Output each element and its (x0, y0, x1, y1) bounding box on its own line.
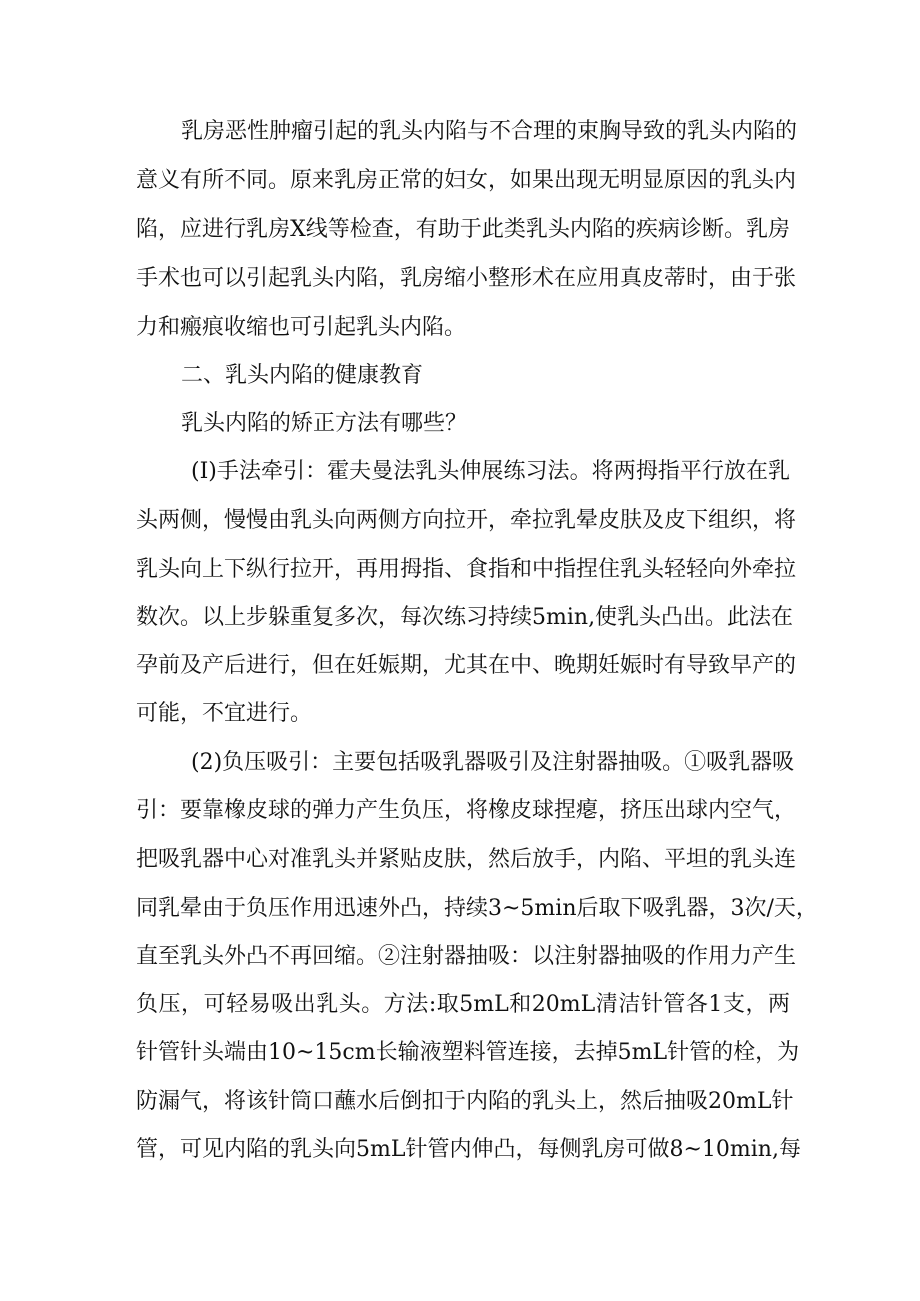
paragraph-2-line-5: 孕前及产后进行，但在妊娠期，尤其在中、晚期妊娠时有导致早产的 (136, 653, 797, 678)
paragraph-1-line-2: 意义有所不同。原来乳房正常的妇女，如果出现无明显原因的乳头内 (136, 168, 797, 193)
paragraph-2-line-6: 可能，不宜进行。 (136, 701, 313, 726)
paragraph-1-line-1: 乳房恶性肿瘤引起的乳头内陷与不合理的束胸导致的乳头内陷的 (181, 119, 798, 144)
paragraph-1-line-5: 力和瘢痕收缩也可引起乳头内陷。 (136, 315, 467, 340)
paragraph-1-line-3: 陷，应进行乳房X线等检查，有助于此类乳头内陷的疾病诊断。乳房 (136, 217, 790, 242)
paragraph-3-line-7: 针管针头端由10~15cm长输液塑料管连接，去掉5mL针管的栓，为 (136, 1040, 800, 1065)
paragraph-3-line-3: 把吸乳器中心对准乳头并紧贴皮肤，然后放手，内陷、平坦的乳头连 (136, 847, 797, 872)
paragraph-2-line-1: (I)手法牵引：霍夫曼法乳头伸展练习法。将两拇指平行放在乳 (191, 459, 790, 484)
paragraph-3-line-9: 管，可见内陷的乳头向5mL针管内伸凸，每侧乳房可做8~10min,每 (136, 1137, 801, 1162)
paragraph-3-line-5: 直至乳头外凸不再回缩。②注射器抽吸：以注射器抽吸的作用力产生 (136, 944, 797, 969)
paragraph-1-line-4: 手术也可以引起乳头内陷，乳房缩小整形术在应用真皮蒂时，由于张 (136, 266, 797, 291)
section-heading: 二、乳头内陷的健康教育 (181, 363, 424, 388)
question-heading: 乳头内陷的矫正方法有哪些？ (181, 411, 468, 436)
paragraph-3-line-2: 引：要靠橡皮球的弹力产生负压，将橡皮球捏瘪，挤压出球内空气， (136, 798, 797, 823)
paragraph-3-line-6: 负压，可轻易吸出乳头。方法:取5mL和20mL清洁针管各1支，两 (136, 992, 790, 1017)
paragraph-2-line-4: 数次。以上步躲重复多次，每次练习持续5min,使乳头凸出。此法在 (136, 605, 794, 630)
paragraph-3-line-4: 同乳晕由于负压作用迅速外凸，持续3~5min后取下吸乳器，3次/天， (136, 896, 818, 921)
paragraph-2-line-2: 头两侧，慢慢由乳头向两侧方向拉开，牵拉乳晕皮肤及皮下组织，将 (136, 508, 797, 533)
paragraph-3-line-8: 防漏气，将该针筒口蘸水后倒扣于内陷的乳头上，然后抽吸20mL针 (136, 1089, 794, 1114)
paragraph-2-line-3: 乳头向上下纵行拉开，再用拇指、食指和中指捏住乳头轻轻向外牵拉 (136, 557, 797, 582)
paragraph-3-line-1: (2)负压吸引：主要包括吸乳器吸引及注射器抽吸。①吸乳器吸 (191, 750, 795, 775)
